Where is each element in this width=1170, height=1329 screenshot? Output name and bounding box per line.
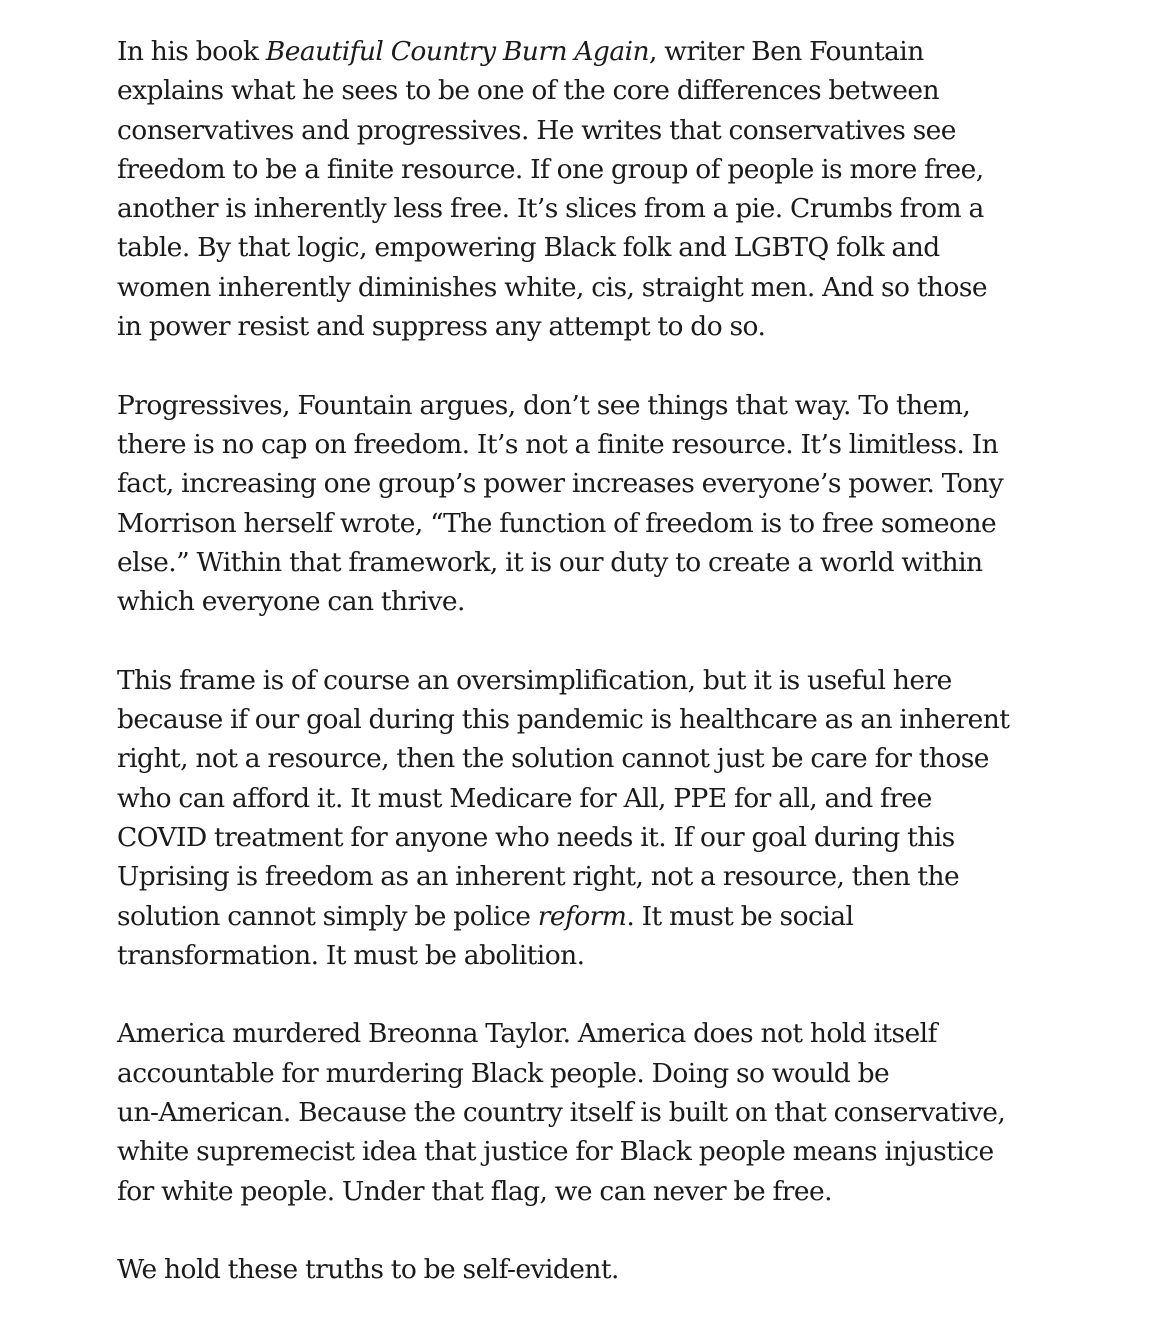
italic-text: reform: [537, 900, 627, 932]
text-line: [117, 779, 1077, 818]
text-run: there is no cap on freedom. It’s not a finite resource. It’s limitless. In: [117, 428, 999, 460]
text-run: for white people. Under that flag, we can never be free.: [117, 1175, 832, 1207]
text-line: [117, 386, 1077, 425]
text-run: white supremecist idea that justice for Black people means injustice: [117, 1136, 994, 1168]
text-run: in power resist and suppress any attempt to do so.: [117, 311, 766, 343]
text-run: un-American. Because the country itself is built on that conservative,: [117, 1097, 1006, 1129]
text-line: [117, 1014, 1077, 1053]
text-line: [117, 1172, 1077, 1211]
text-line: [117, 425, 1077, 464]
text-line: [117, 268, 1077, 307]
text-line: [117, 739, 1077, 778]
text-run: else.” Within that framework, it is our duty to create a world within: [117, 546, 983, 578]
text-run: explains what he sees to be one of the core differences between: [117, 75, 939, 107]
text-run: which everyone can thrive.: [117, 586, 465, 618]
text-run: Progressives, Fountain argues, don’t see things that way. To them,: [117, 389, 971, 421]
text-run: who can afford it. It must Medicare for All, PPE for all, and free: [117, 782, 932, 814]
text-run: solution cannot simply be police: [117, 900, 538, 932]
paragraph: [117, 386, 1077, 622]
text-line: [117, 1093, 1077, 1132]
italic-text: Beautiful Country Burn Again: [265, 36, 650, 67]
document-body: [117, 32, 1077, 1329]
text-line: [117, 1132, 1077, 1171]
text-line: [117, 307, 1077, 346]
text-run: accountable for murdering Black people. Doing so would be: [117, 1057, 890, 1089]
text-run: transformation. It must be abolition.: [117, 939, 585, 971]
text-line: [117, 189, 1077, 228]
text-line: [117, 150, 1077, 189]
paragraph: [117, 1014, 1077, 1210]
text-line: [117, 504, 1077, 543]
text-run: . It must be social: [626, 900, 854, 932]
text-line: [117, 582, 1077, 621]
text-line: [117, 818, 1077, 857]
text-line: [117, 1250, 1077, 1289]
paragraph: [117, 32, 1077, 346]
paragraph: [117, 1250, 1077, 1289]
text-line: [117, 228, 1077, 267]
text-line: [117, 897, 1077, 936]
text-run: We hold these truths to be self-evident.: [117, 1254, 619, 1286]
text-line: [117, 700, 1077, 739]
paragraph: [117, 661, 1077, 975]
text-run: America murdered Breonna Taylor. America does not hold itself: [117, 1018, 937, 1050]
text-run: right, not a resource, then the solution cannot just be care for those: [117, 743, 989, 775]
text-line: [117, 464, 1077, 503]
text-run: In his book: [117, 36, 266, 67]
text-run: This frame is of course an oversimplification, but it is useful here: [117, 664, 952, 696]
text-run: another is inherently less free. It’s slices from a pie. Crumbs from a: [117, 193, 984, 225]
text-line: [117, 32, 1077, 71]
text-line: [117, 857, 1077, 896]
text-run: Morrison herself wrote, “The function of freedom is to free someone: [117, 507, 997, 539]
text-run: , writer Ben Fountain: [649, 36, 924, 67]
text-run: COVID treatment for anyone who needs it. If our goal during this: [117, 821, 955, 853]
text-run: freedom to be a finite resource. If one group of people is more free,: [117, 153, 984, 185]
text-line: [117, 111, 1077, 150]
text-run: women inherently diminishes white, cis, straight men. And so those: [117, 271, 988, 303]
text-run: table. By that logic, empowering Black folk and LGBTQ folk and: [117, 232, 940, 264]
text-line: [117, 936, 1077, 975]
text-run: fact, increasing one group’s power increases everyone’s power. Tony: [117, 468, 1004, 500]
text-run: conservatives and progressives. He writes that conservatives see: [117, 114, 956, 146]
text-line: [117, 543, 1077, 582]
text-line: [117, 71, 1077, 110]
text-line: [117, 1054, 1077, 1093]
text-run: Uprising is freedom as an inherent right, not a resource, then the: [117, 861, 960, 893]
text-run: because if our goal during this pandemic is healthcare as an inherent: [117, 704, 1010, 736]
text-line: [117, 661, 1077, 700]
